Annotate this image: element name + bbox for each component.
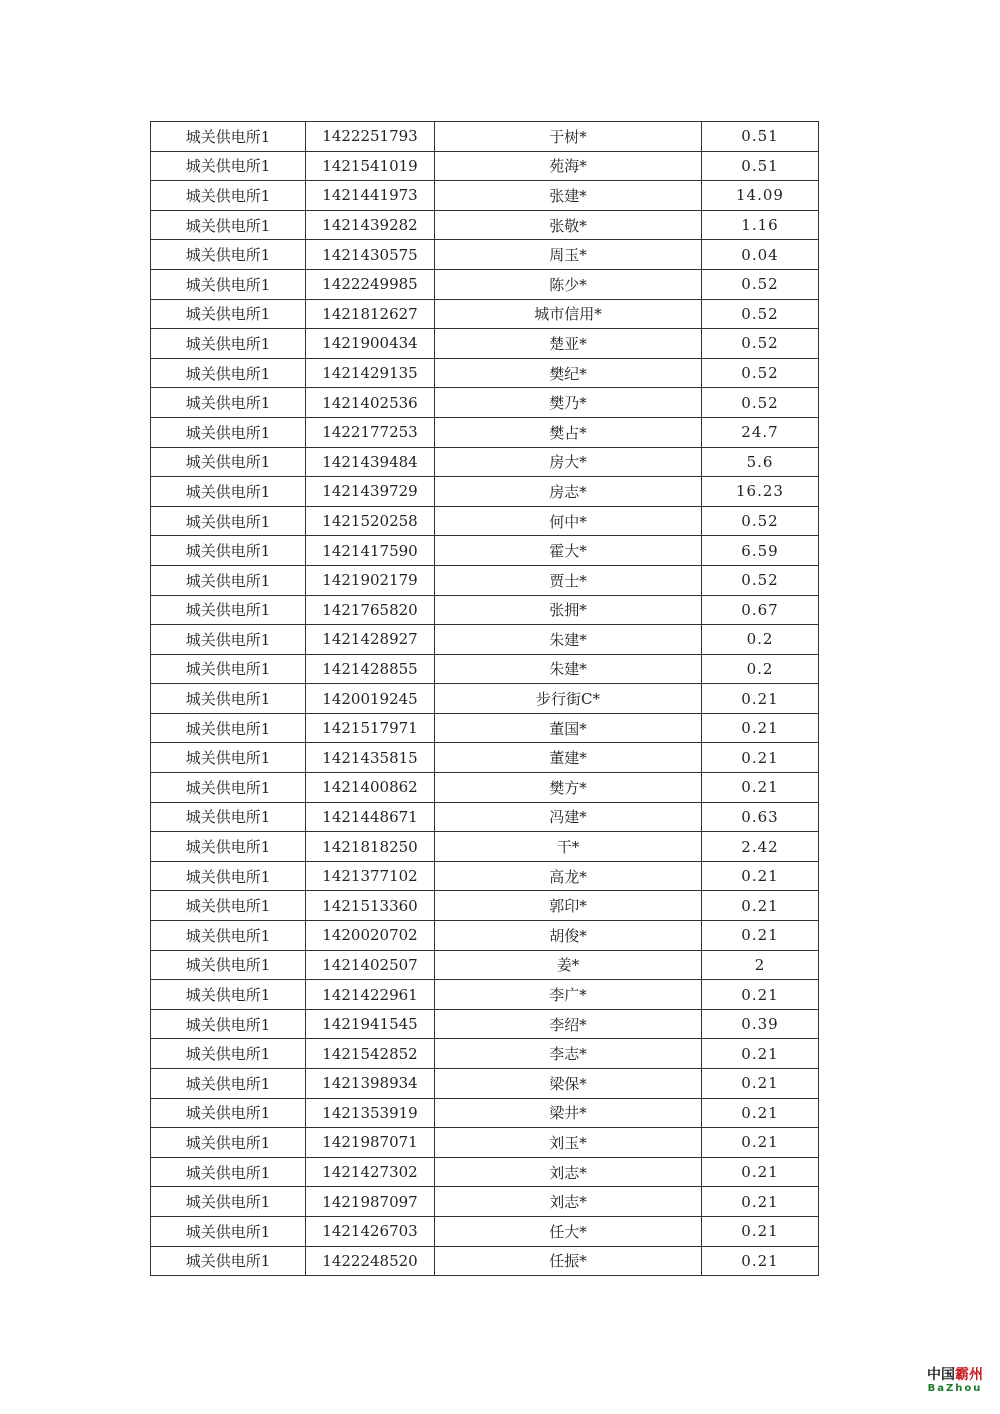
name-cell: 刘志*: [435, 1157, 702, 1187]
station-cell: 城关供电所1: [151, 654, 306, 684]
amount-cell: 0.52: [702, 269, 819, 299]
table-row: [151, 122, 819, 152]
amount-cell: 0.21: [702, 1157, 819, 1187]
account-cell: 1421428927: [306, 625, 435, 655]
station-cell: 城关供电所1: [151, 1216, 306, 1246]
station-cell: 城关供电所1: [151, 240, 306, 270]
table-row: [151, 1246, 819, 1276]
name-cell: 姜*: [435, 950, 702, 980]
station-cell: 城关供电所1: [151, 713, 306, 743]
amount-cell: 0.04: [702, 240, 819, 270]
amount-cell: 0.52: [702, 299, 819, 329]
name-cell: 刘志*: [435, 1187, 702, 1217]
amount-cell: 0.52: [702, 358, 819, 388]
station-cell: 城关供电所1: [151, 506, 306, 536]
amount-cell: 16.23: [702, 477, 819, 507]
station-cell: 城关供电所1: [151, 536, 306, 566]
amount-cell: 0.21: [702, 743, 819, 773]
account-cell: 1420020702: [306, 921, 435, 951]
table-row: [151, 654, 819, 684]
station-cell: 城关供电所1: [151, 1187, 306, 1217]
station-cell: 城关供电所1: [151, 743, 306, 773]
name-cell: 樊乃*: [435, 388, 702, 418]
name-cell: 梁保*: [435, 1069, 702, 1099]
station-cell: 城关供电所1: [151, 1039, 306, 1069]
table-row: [151, 240, 819, 270]
station-cell: 城关供电所1: [151, 1098, 306, 1128]
station-cell: 城关供电所1: [151, 1246, 306, 1276]
account-cell: 1421513360: [306, 891, 435, 921]
account-cell: 1422248520: [306, 1246, 435, 1276]
name-cell: 张拥*: [435, 595, 702, 625]
name-cell: 梁井*: [435, 1098, 702, 1128]
station-cell: 城关供电所1: [151, 832, 306, 862]
amount-cell: 0.21: [702, 1216, 819, 1246]
amount-cell: 0.21: [702, 921, 819, 951]
table-row: [151, 773, 819, 803]
station-cell: 城关供电所1: [151, 299, 306, 329]
amount-cell: 6.59: [702, 536, 819, 566]
logo-chinese: [922, 1364, 988, 1384]
station-cell: 城关供电所1: [151, 1128, 306, 1158]
table-row: [151, 1039, 819, 1069]
table-row: [151, 181, 819, 211]
logo-text-red: 霸州: [955, 1367, 983, 1383]
table-row: [151, 1128, 819, 1158]
name-cell: 朱建*: [435, 625, 702, 655]
account-cell: 1421902179: [306, 565, 435, 595]
amount-cell: 0.21: [702, 1187, 819, 1217]
account-cell: 1421439282: [306, 210, 435, 240]
station-cell: 城关供电所1: [151, 921, 306, 951]
table-row: [151, 299, 819, 329]
table-row: [151, 477, 819, 507]
account-cell: 1421430575: [306, 240, 435, 270]
name-cell: 樊占*: [435, 417, 702, 447]
station-cell: 城关供电所1: [151, 891, 306, 921]
account-cell: 1421377102: [306, 861, 435, 891]
account-cell: 1421427302: [306, 1157, 435, 1187]
name-cell: 胡俊*: [435, 921, 702, 951]
amount-cell: 0.52: [702, 506, 819, 536]
account-cell: 1421422961: [306, 980, 435, 1010]
table-row: [151, 861, 819, 891]
station-cell: 城关供电所1: [151, 773, 306, 803]
amount-cell: 0.21: [702, 891, 819, 921]
station-cell: 城关供电所1: [151, 565, 306, 595]
name-cell: 樊纪*: [435, 358, 702, 388]
name-cell: 李广*: [435, 980, 702, 1010]
station-cell: 城关供电所1: [151, 950, 306, 980]
account-cell: 1421428855: [306, 654, 435, 684]
name-cell: 郭印*: [435, 891, 702, 921]
amount-cell: 0.21: [702, 980, 819, 1010]
station-cell: 城关供电所1: [151, 329, 306, 359]
name-cell: 樊方*: [435, 773, 702, 803]
table-row: [151, 625, 819, 655]
station-cell: 城关供电所1: [151, 388, 306, 418]
table-row: [151, 536, 819, 566]
payment-table: [150, 121, 819, 1276]
account-cell: 1420019245: [306, 684, 435, 714]
table-row: [151, 743, 819, 773]
account-cell: 1421429135: [306, 358, 435, 388]
station-cell: 城关供电所1: [151, 684, 306, 714]
account-cell: 1421541019: [306, 151, 435, 181]
account-cell: 1421402507: [306, 950, 435, 980]
name-cell: 于树*: [435, 122, 702, 152]
account-cell: 1421398934: [306, 1069, 435, 1099]
table-row: [151, 565, 819, 595]
amount-cell: 2: [702, 950, 819, 980]
account-cell: 1421941545: [306, 1009, 435, 1039]
name-cell: 霍大*: [435, 536, 702, 566]
amount-cell: 0.52: [702, 329, 819, 359]
amount-cell: 0.63: [702, 802, 819, 832]
name-cell: 董国*: [435, 713, 702, 743]
station-cell: 城关供电所1: [151, 1157, 306, 1187]
name-cell: 贾士*: [435, 565, 702, 595]
amount-cell: 1.16: [702, 210, 819, 240]
name-cell: 李志*: [435, 1039, 702, 1069]
amount-cell: 0.2: [702, 654, 819, 684]
account-cell: 1421448671: [306, 802, 435, 832]
name-cell: 何中*: [435, 506, 702, 536]
amount-cell: 2.42: [702, 832, 819, 862]
amount-cell: 0.2: [702, 625, 819, 655]
table-row: [151, 506, 819, 536]
name-cell: 步行街C*: [435, 684, 702, 714]
table-row: [151, 269, 819, 299]
account-cell: 1421520258: [306, 506, 435, 536]
table-row: [151, 151, 819, 181]
station-cell: 城关供电所1: [151, 447, 306, 477]
amount-cell: 0.39: [702, 1009, 819, 1039]
name-cell: 房志*: [435, 477, 702, 507]
name-cell: 朱建*: [435, 654, 702, 684]
account-cell: 1421439729: [306, 477, 435, 507]
station-cell: 城关供电所1: [151, 358, 306, 388]
name-cell: 董建*: [435, 743, 702, 773]
account-cell: 1421818250: [306, 832, 435, 862]
amount-cell: 14.09: [702, 181, 819, 211]
table-row: [151, 1157, 819, 1187]
table-row: [151, 713, 819, 743]
table-body: [151, 122, 819, 1276]
table-row: [151, 1216, 819, 1246]
name-cell: 李绍*: [435, 1009, 702, 1039]
table-row: [151, 447, 819, 477]
site-logo: [922, 1364, 988, 1394]
account-cell: 1421402536: [306, 388, 435, 418]
amount-cell: 0.21: [702, 773, 819, 803]
station-cell: 城关供电所1: [151, 417, 306, 447]
name-cell: 刘玉*: [435, 1128, 702, 1158]
account-cell: 1421400862: [306, 773, 435, 803]
account-cell: 1421542852: [306, 1039, 435, 1069]
amount-cell: 0.21: [702, 684, 819, 714]
account-cell: 1421417590: [306, 536, 435, 566]
account-cell: 1421987071: [306, 1128, 435, 1158]
account-cell: 1421987097: [306, 1187, 435, 1217]
account-cell: 1422177253: [306, 417, 435, 447]
station-cell: 城关供电所1: [151, 595, 306, 625]
name-cell: 城市信用*: [435, 299, 702, 329]
table-row: [151, 358, 819, 388]
table-row: [151, 980, 819, 1010]
logo-text-dark: 中国: [927, 1367, 955, 1383]
table-row: [151, 950, 819, 980]
station-cell: 城关供电所1: [151, 980, 306, 1010]
table-row: [151, 1187, 819, 1217]
account-cell: 1421900434: [306, 329, 435, 359]
account-cell: 1421441973: [306, 181, 435, 211]
station-cell: 城关供电所1: [151, 861, 306, 891]
station-cell: 城关供电所1: [151, 477, 306, 507]
station-cell: 城关供电所1: [151, 181, 306, 211]
account-cell: 1421353919: [306, 1098, 435, 1128]
station-cell: 城关供电所1: [151, 269, 306, 299]
table-row: [151, 388, 819, 418]
name-cell: 周玉*: [435, 240, 702, 270]
table-row: [151, 1098, 819, 1128]
station-cell: 城关供电所1: [151, 151, 306, 181]
amount-cell: 0.21: [702, 1098, 819, 1128]
amount-cell: 5.6: [702, 447, 819, 477]
amount-cell: 0.52: [702, 565, 819, 595]
table-row: [151, 891, 819, 921]
account-cell: 1421439484: [306, 447, 435, 477]
table-row: [151, 595, 819, 625]
name-cell: 任大*: [435, 1216, 702, 1246]
amount-cell: 0.52: [702, 388, 819, 418]
account-cell: 1421435815: [306, 743, 435, 773]
station-cell: 城关供电所1: [151, 122, 306, 152]
table-row: [151, 832, 819, 862]
account-cell: 1421517971: [306, 713, 435, 743]
table-row: [151, 329, 819, 359]
table-row: [151, 802, 819, 832]
amount-cell: 0.21: [702, 1246, 819, 1276]
name-cell: 楚亚*: [435, 329, 702, 359]
amount-cell: 0.21: [702, 1039, 819, 1069]
table-row: [151, 684, 819, 714]
station-cell: 城关供电所1: [151, 625, 306, 655]
name-cell: 张建*: [435, 181, 702, 211]
station-cell: 城关供电所1: [151, 210, 306, 240]
table-row: [151, 1009, 819, 1039]
name-cell: 干*: [435, 832, 702, 862]
name-cell: 高龙*: [435, 861, 702, 891]
name-cell: 任振*: [435, 1246, 702, 1276]
name-cell: 冯建*: [435, 802, 702, 832]
name-cell: 房大*: [435, 447, 702, 477]
table-row: [151, 921, 819, 951]
account-cell: 1422251793: [306, 122, 435, 152]
station-cell: 城关供电所1: [151, 802, 306, 832]
amount-cell: 24.7: [702, 417, 819, 447]
amount-cell: 0.67: [702, 595, 819, 625]
table-row: [151, 417, 819, 447]
account-cell: 1421812627: [306, 299, 435, 329]
amount-cell: 0.21: [702, 1128, 819, 1158]
amount-cell: 0.51: [702, 151, 819, 181]
table-row: [151, 1069, 819, 1099]
name-cell: 苑海*: [435, 151, 702, 181]
table-row: [151, 210, 819, 240]
account-cell: 1422249985: [306, 269, 435, 299]
name-cell: 张敬*: [435, 210, 702, 240]
name-cell: 陈少*: [435, 269, 702, 299]
logo-english: BaZhou: [927, 1383, 983, 1394]
amount-cell: 0.21: [702, 861, 819, 891]
amount-cell: 0.21: [702, 1069, 819, 1099]
amount-cell: 0.21: [702, 713, 819, 743]
amount-cell: 0.51: [702, 122, 819, 152]
station-cell: 城关供电所1: [151, 1069, 306, 1099]
station-cell: 城关供电所1: [151, 1009, 306, 1039]
account-cell: 1421426703: [306, 1216, 435, 1246]
account-cell: 1421765820: [306, 595, 435, 625]
